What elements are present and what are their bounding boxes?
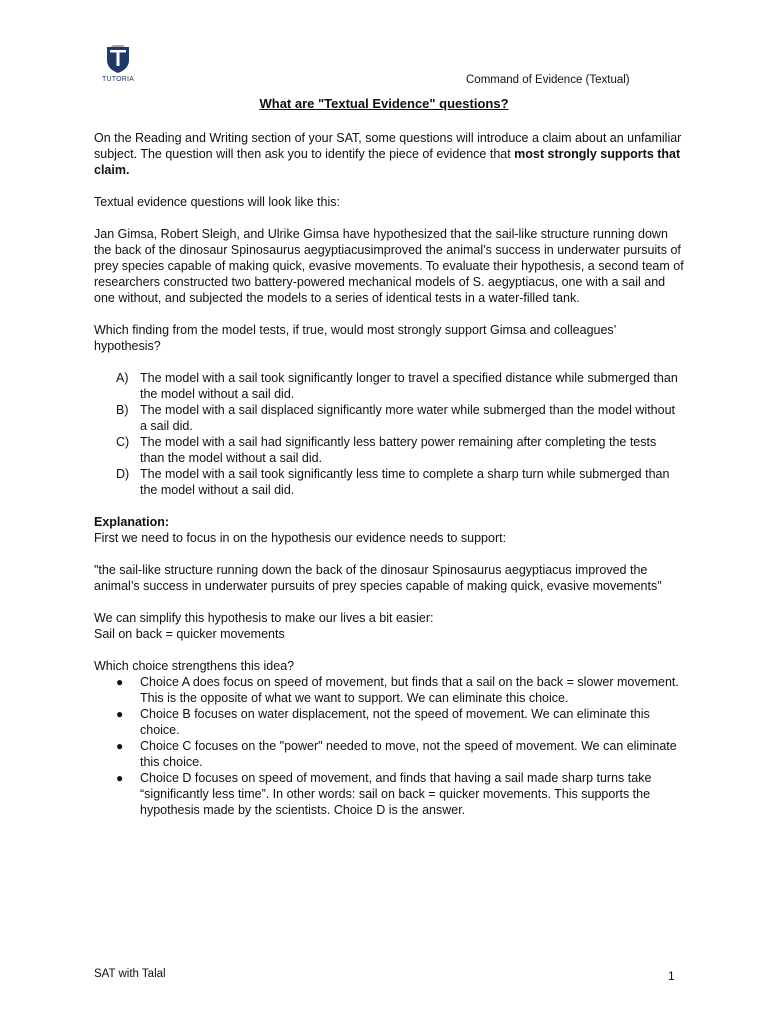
intro-text: On the Reading and Writing section of your SAT, some questions will introduce a claim about an unfamiliar subject. The question will then ask you to identify the piece of evidence that	[94, 131, 682, 161]
explanation-heading: Explanation:	[94, 515, 170, 529]
option-text: The model with a sail had significantly less battery power remaining after completing the tests than the model without a sail did.	[140, 435, 657, 465]
option-text: The model with a sail displaced significantly more water while submerged than the model without a sail did.	[140, 403, 675, 433]
option-letter: D)	[116, 467, 130, 481]
footer-text: SAT with Talal	[94, 968, 166, 980]
bullet-icon: ●	[116, 675, 124, 689]
document-body	[94, 130, 684, 818]
bullet-icon: ●	[116, 771, 124, 785]
which-choice-text: Which choice strengthens this idea?	[94, 659, 295, 673]
logo-text: TUTORIA	[102, 76, 134, 83]
bullet-icon: ●	[116, 739, 124, 753]
bullet-item	[116, 674, 684, 706]
answer-options	[94, 370, 684, 498]
bullet-item	[116, 706, 684, 738]
simplify-block	[94, 610, 684, 642]
intro-paragraph	[94, 130, 684, 178]
bullet-icon: ●	[116, 707, 124, 721]
bullet-text: Choice A does focus on speed of movement, but finds that a sail on the back = slower movement. This is the opposite of what we want to support. We can eliminate this choice.	[140, 675, 679, 705]
looks-like-text: Textual evidence questions will look like this:	[94, 195, 340, 209]
intro-bold-text: most strongly supports that claim.	[94, 147, 681, 177]
option-letter: C)	[116, 435, 130, 449]
question-text: Which finding from the model tests, if true, would most strongly support Gimsa and colleagues’ hypothesis?	[94, 323, 616, 353]
page-number: 1	[668, 969, 675, 983]
bullet-text: Choice D focuses on speed of movement, and finds that having a sail made sharp turns take “significantly less time”. In other words: sail on back = quicker movements. This supports the hypothesis made by the scientists. Choice D is the answer.	[140, 771, 652, 817]
choice-analysis-list	[94, 674, 684, 818]
hypothesis-quote: "the sail-like structure running down the back of the dinosaur Spinosaurus aegyptiacus improved the animal’s success in underwater pursuits of prey species capable of making quick, evasive movements"	[94, 563, 662, 593]
option-letter: A)	[116, 371, 129, 385]
option-b	[116, 402, 684, 434]
simplify-text: We can simplify this hypothesis to make our lives a bit easier:	[94, 611, 434, 625]
shield-icon	[104, 44, 132, 74]
passage-paragraph: Jan Gimsa, Robert Sleigh, and Ulrike Gimsa have hypothesized that the sail-like structure running down the back of the dinosaur Spinosaurus aegyptiacusimproved the animal’s success in underwater pursuits of prey species capable of making quick, evasive movements. To evaluate their hypothesis, a second team of researchers constructed two battery-powered mechanical models of S. aegyptiacus, one with a sail and one without, and subjected the models to a series of identical tests in a water-filled tank.	[94, 227, 684, 305]
bullet-text: Choice B focuses on water displacement, not the speed of movement. We can eliminate this choice.	[140, 707, 650, 737]
option-text: The model with a sail took significantly less time to complete a sharp turn while submerged than the model without a sail did.	[140, 467, 670, 497]
option-c	[116, 434, 684, 466]
explanation-intro: First we need to focus in on the hypothesis our evidence needs to support:	[94, 531, 507, 545]
bullet-item	[116, 770, 684, 818]
option-d	[116, 466, 684, 498]
tutoria-logo	[98, 44, 138, 84]
bullet-text: Choice C focuses on the "power" needed to move, not the speed of movement. We can eliminate this choice.	[140, 739, 677, 769]
equation-text: Sail on back = quicker movements	[94, 627, 285, 641]
page-title: What are "Textual Evidence" questions?	[259, 96, 509, 111]
option-text: The model with a sail took significantly longer to travel a specified distance while submerged than the model without a sail did.	[140, 371, 678, 401]
explanation-block	[94, 514, 684, 546]
bullet-item	[116, 738, 684, 770]
option-a	[116, 370, 684, 402]
option-letter: B)	[116, 403, 129, 417]
header-section-title: Command of Evidence (Textual)	[466, 74, 630, 86]
